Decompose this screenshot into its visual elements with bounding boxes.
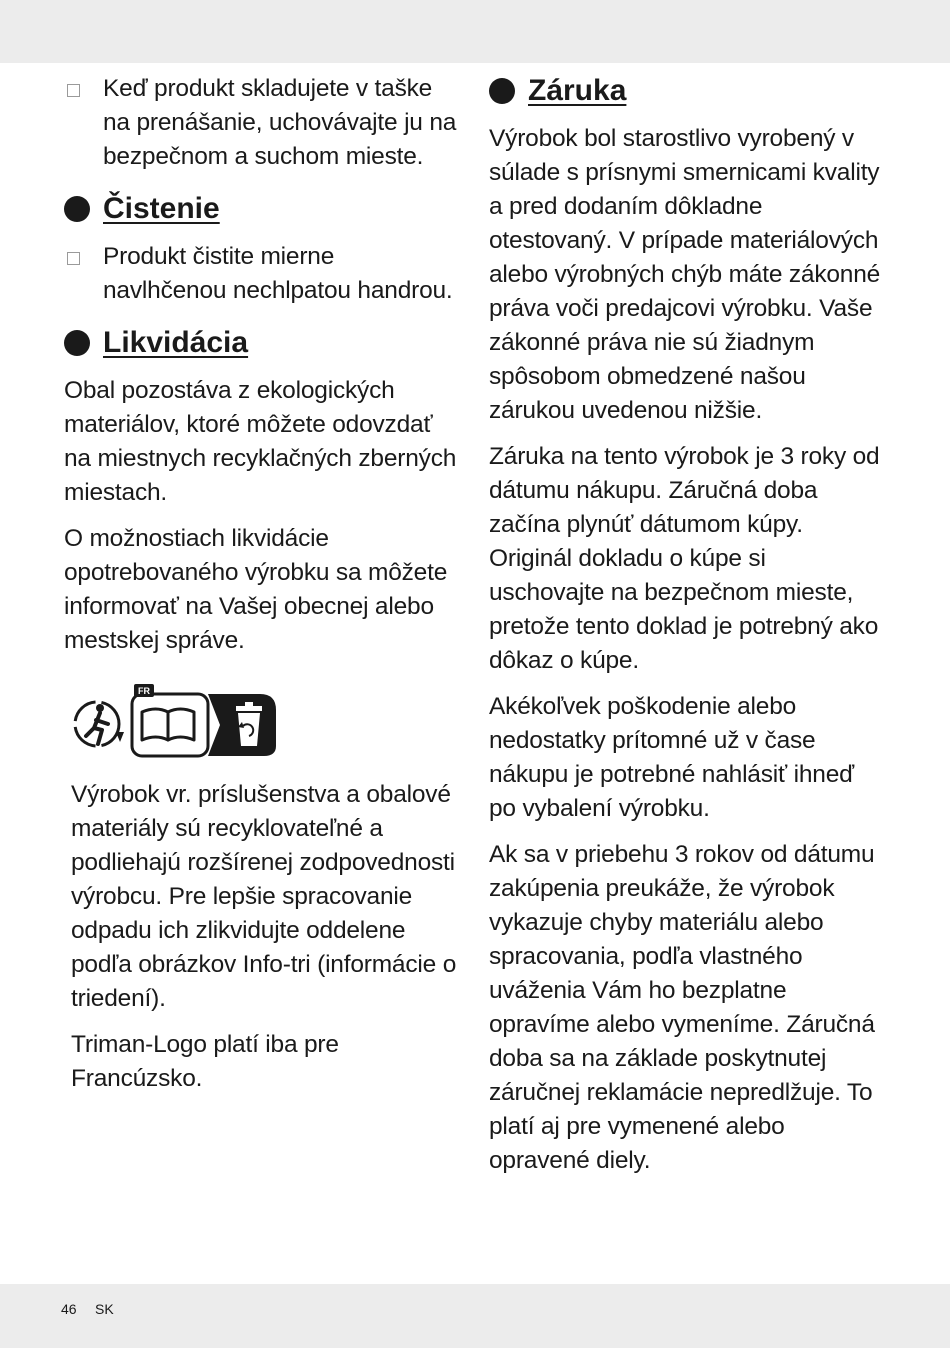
- language-code: SK: [95, 1301, 114, 1317]
- paragraph: Ak sa v priebehu 3 rokov od dátumu zakúpenia preukáže, že výrobok vykazuje chyby materiálu alebo spracovania, podľa vlastného uváženia Vám ho bezplatne opravíme alebo vymeníme. Záručná doba sa na základe poskytnutej záručnej reklamácie nepredlžuje. To platí aj pre vymenené alebo opravené diely.: [489, 841, 875, 1174]
- list-item-cleaning: [64, 240, 459, 308]
- section-title: Likvidácia: [103, 326, 249, 359]
- bullet-dot-icon: [64, 330, 90, 356]
- right-column: [489, 72, 884, 1190]
- checkbox-bullet-icon: [67, 252, 80, 265]
- header-band: [0, 0, 950, 63]
- bullet-dot-icon: [64, 196, 90, 222]
- paragraph: Výrobok vr. príslušenstva a obalové materiály sú recyklovateľné a podliehajú rozšírenej zodpovednosti výrobcu. Pre lepšie spracovanie odpadu ich zlikvidujte oddelene podľa obrázkov Info-tri (informácie o triedení).: [71, 781, 457, 1012]
- recycling-logos-graphic: [64, 684, 279, 770]
- recycling-bin-icon: [208, 694, 276, 756]
- triman-logo-icon: [75, 702, 124, 746]
- section-title: Záruka: [528, 74, 627, 107]
- list-item-text: Produkt čistite mierne navlhčenou nechlpatou handrou.: [103, 243, 453, 304]
- section-heading-disposal: [64, 324, 459, 362]
- section-heading-warranty: [489, 72, 884, 110]
- footer-band: [0, 1284, 950, 1348]
- paragraph: O možnostiach likvidácie opotrebovaného výrobku sa môžete informovať na Vašej obecnej alebo mestskej správe.: [64, 525, 448, 654]
- left-column: [64, 72, 459, 1108]
- section-title: Čistenie: [103, 192, 220, 225]
- page-number: 46: [61, 1301, 77, 1317]
- checkbox-bullet-icon: [67, 84, 80, 97]
- paragraph: Triman-Logo platí iba pre Francúzsko.: [71, 1031, 339, 1092]
- list-item-text: Keď produkt skladujete v taške na prenášanie, uchovávajte ju na bezpečnom a suchom mieste.: [103, 75, 457, 170]
- paragraph: Výrobok bol starostlivo vyrobený v súlade s prísnymi smernicami kvality a pred dodaním dôkladne otestovaný. V prípade materiálových alebo výrobných chýb máte zákonné práva voči predajcovi výrobku. Vaše zákonné práva nie sú žiadnym spôsobom obmedzené našou zárukou uvedenou nižšie.: [489, 125, 881, 424]
- list-item-storage: [64, 72, 459, 174]
- paragraph: Záruka na tento výrobok je 3 roky od dátumu nákupu. Záručná doba začína plynúť dátumom kúpy. Originál dokladu o kúpe si uschovajte na bezpečnom mieste, pretože tento doklad je potrebný ako dôkaz o kúpe.: [489, 443, 880, 674]
- recycling-logos: [64, 684, 459, 770]
- bullet-dot-icon: [489, 78, 515, 104]
- section-heading-cleaning: [64, 190, 459, 228]
- fr-badge: FR: [138, 686, 150, 696]
- paragraph: Akékoľvek poškodenie alebo nedostatky prítomné už v čase nákupu je potrebné nahlásiť ihneď po vybalení výrobku.: [489, 693, 855, 822]
- info-tri-book-icon: [132, 694, 208, 756]
- paragraph: Obal pozostáva z ekologických materiálov, ktoré môžete odovzdať na miestnych recyklačných zberných miestach.: [64, 377, 457, 506]
